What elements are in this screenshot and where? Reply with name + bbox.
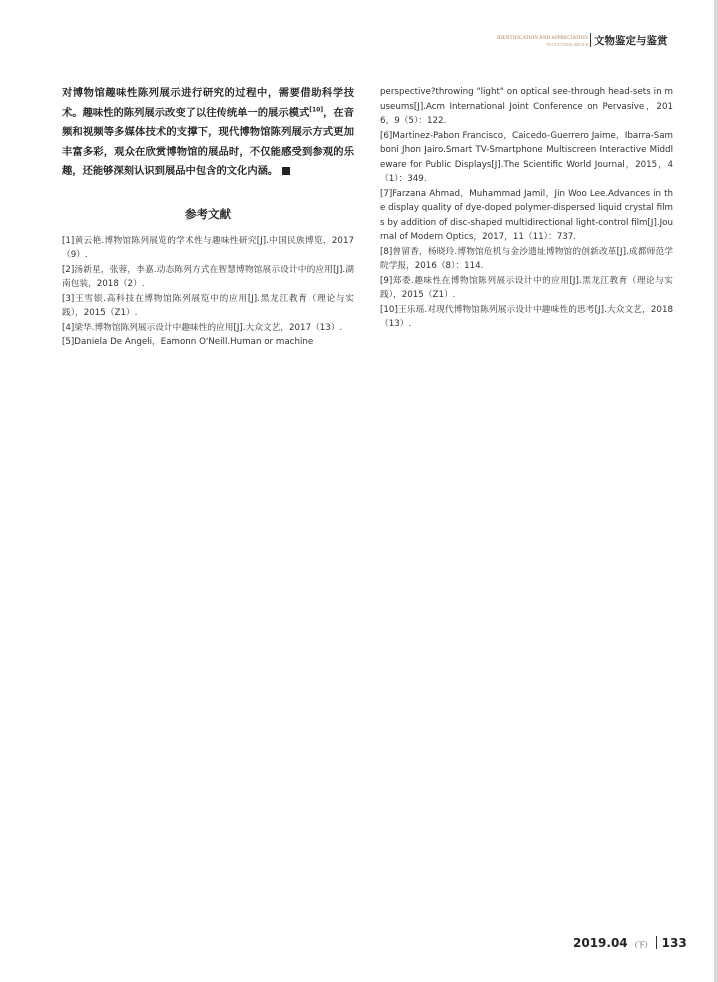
reference-item: [8]曾留香，杨晓玲.博物馆危机与金沙遗址博物馆的创新改革[J].成都师范学院学报，2016（8）：114. [380,246,673,271]
references-heading: 参考文献 [185,206,231,221]
paragraph-text-end: ，在音频和视频等多媒体技术的支撑下，现代博物馆陈列展示方式更加丰富多彩，观众在欣赏博物馆的展品时，不仅能感受到参观的乐趣，还能够深刻认识到展品中包含的文化内涵。 [62,106,354,178]
end-of-article-square-icon [282,167,290,175]
reference-item: [9]郑委.趣味性在博物馆陈列展示设计中的应用[J].黑龙江教育（理论与实践），2015（Z1）. [380,275,673,300]
reference-item: [5]Daniela De Angeli，Eamonn O'Neill.Human or machine [62,337,314,348]
footer-divider [656,936,657,949]
journal-english-subtitle [472,36,588,48]
paragraph-text-start: 对博物馆趣味性陈列展示进行研究的过程中，需要借助科学技术。趣味性的陈列展示改变了以往传统单一的展示模式 [62,87,354,119]
page-footer [573,932,687,951]
reference-item: [6]Martinez-Pabon Francisco，Caicedo-Guerrero Jaime，Ibarra-Samboni Jhon Jairo.Smart TV-Smartphone Multiscreen Interactive Middleware for Public Displays[J].The Scientific World Journal，2015，4（1）：349. [380,130,673,184]
issue-suffix: （下） [630,941,652,949]
header-divider [590,33,591,47]
reference-item: [4]梁华.博物馆陈列展示设计中趣味性的应用[J].大众文艺，2017（13）. [62,322,343,333]
reference-item: [2]汤新星，张蓉，李嘉.动态陈列方式在智慧博物馆展示设计中的应用[J].湖南包装，2018（2）. [62,264,354,290]
left-column [62,84,354,350]
citation-superscript: [10] [309,106,324,114]
page-edge-shadow [714,0,718,982]
journal-english-line-2: TO CULTURAL RELICS [546,42,588,47]
reference-item: perspective?throwing "light" on optical see-through head-sets in museums[J].Acm International Joint Conference on Pervasive，2016，9（5）：122. [380,87,673,126]
issue-number: 2019.04 [573,936,628,950]
reference-item: [7]Farzana Ahmad，Muhammad Jamil，Jin Woo Lee.Advances in the display quality of dye-doped polymer-dispersed liquid crystal films by addition of disc-shaped multidirectional light-control film[J].Journal of Modern Optics，2017，11（11）：737. [380,188,673,242]
reference-item: [10]王乐瑶.对现代博物馆陈列展示设计中趣味性的思考[J].大众文艺，2018（13）. [380,304,673,329]
page-number: 133 [661,936,687,950]
reference-item: [1]黄云艳.博物馆陈列展览的学术性与趣味性研究[J].中国民族博览，2017（9）. [62,235,354,261]
body-paragraph [62,84,354,182]
journal-english-line-1: IDENTIFICATION AND APPRECIATION [497,36,588,41]
right-column [380,85,673,332]
journal-section-title: 文物鉴定与鉴赏 [594,35,668,47]
reference-item: [3]王雪银.高科技在博物馆陈列展览中的应用[J].黑龙江教育（理论与实践），2015（Z1）. [62,293,354,319]
